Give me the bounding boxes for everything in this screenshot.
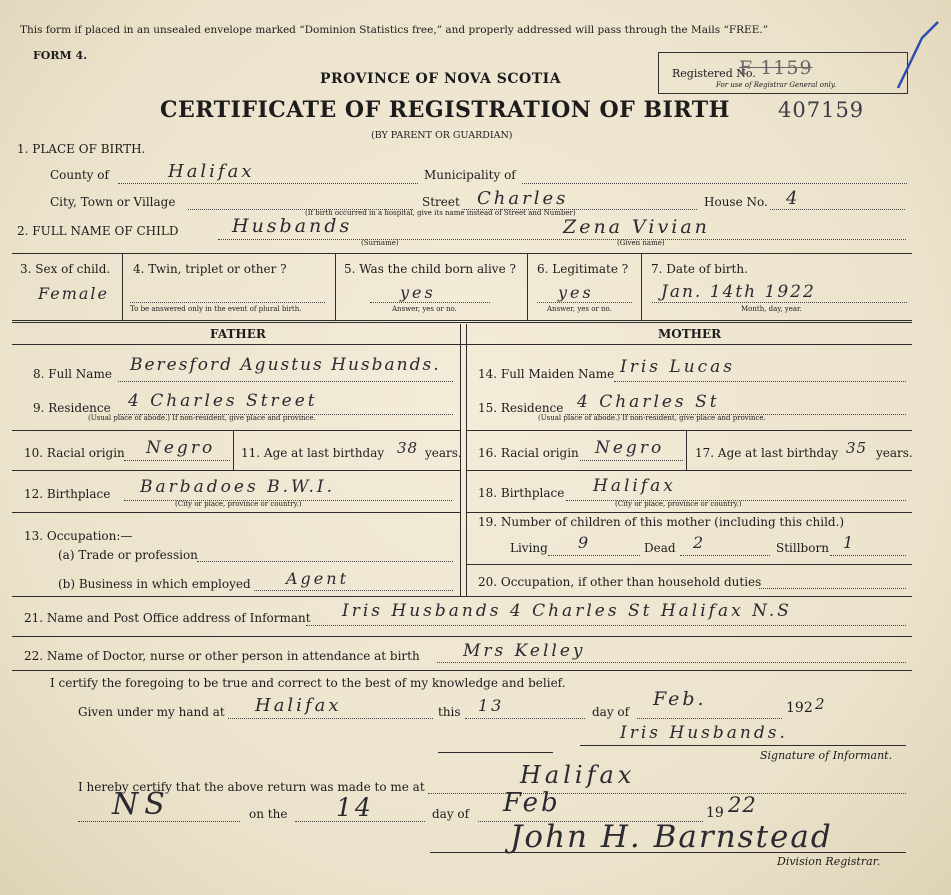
given-name-note: (Given name) — [617, 239, 665, 247]
mother-years-label: years. — [876, 446, 913, 460]
child-name-label: 2. FULL NAME OF CHILD — [17, 224, 179, 238]
stillborn-value: 1 — [843, 533, 857, 552]
father-residence-value: 4 Charles Street — [128, 391, 318, 411]
mother-birthplace-label: 18. Birthplace — [478, 486, 565, 500]
mother-birthplace-value: Halifax — [593, 476, 676, 496]
mother-racial-value: Negro — [595, 438, 665, 458]
cert-day-of-label: day of — [592, 705, 630, 719]
cert-year-prefix: 192 — [786, 700, 813, 716]
street-label: Street — [422, 195, 460, 209]
father-name-value: Beresford Agustus Husbands. — [130, 355, 441, 375]
registrar-statement: I hereby certify that the above return was made to me at — [78, 780, 425, 794]
twin-label: 4. Twin, triplet or other ? — [133, 262, 287, 276]
informant-caption: Signature of Informant. — [760, 749, 893, 762]
mother-occupation-label: 20. Occupation, if other than household duties — [478, 575, 762, 589]
father-birthplace-note: (City or place, province or country.) — [175, 500, 302, 508]
house-no-value: 4 — [786, 188, 801, 209]
county-value: Halifax — [168, 161, 255, 182]
registrar-year-prefix: 19 — [706, 805, 724, 821]
mother-residence-note: (Usual place of abode.) If non-resident, give place and province. — [538, 414, 766, 422]
sex-value: Female — [38, 284, 109, 303]
street-value: Charles — [477, 188, 569, 209]
business-value: Agent — [286, 569, 349, 588]
mother-name-label: 14. Full Maiden Name — [478, 367, 615, 381]
father-residence-note: (Usual place of abode.) If non-resident, give place and province. — [88, 414, 316, 422]
child-surname: Husbands — [232, 215, 353, 237]
page-subtitle: (BY PARENT OR GUARDIAN) — [371, 130, 513, 141]
sex-label: 3. Sex of child. — [20, 262, 111, 276]
business-label: (b) Business in which employed — [58, 577, 251, 591]
page-title: CERTIFICATE OF REGISTRATION OF BIRTH — [160, 97, 730, 123]
father-occupation-label: 13. Occupation:— — [24, 529, 133, 543]
registrar-province-value: NS — [112, 787, 171, 822]
living-value: 9 — [578, 533, 592, 552]
registrar-day-of-label: day of — [432, 807, 470, 821]
registrar-signature: John H. Barnstead — [510, 819, 833, 855]
mail-notice: This form if placed in an unsealed envelope marked “Dominion Statistics free,” and properly addressed will pass through the Mails “FREE.” — [20, 24, 769, 36]
place-of-birth-heading: 1. PLACE OF BIRTH. — [17, 142, 146, 156]
father-years-label: years. — [425, 446, 462, 460]
given-under-label: Given under my hand at — [78, 705, 225, 719]
county-label: County of — [50, 168, 109, 182]
certify-statement: I certify the foregoing to be true and correct to the best of my knowledge and belief. — [50, 676, 566, 690]
children-count-label: 19. Number of children of this mother (including this child.) — [478, 515, 845, 529]
alive-value: yes — [400, 283, 436, 302]
cert-month-value: Feb. — [653, 688, 707, 710]
house-no-label: House No. — [704, 195, 768, 209]
father-name-label: 8. Full Name — [33, 367, 112, 381]
mother-residence-label: 15. Residence — [478, 401, 564, 415]
father-age-label: 11. Age at last birthday — [241, 446, 385, 460]
mother-header: MOTHER — [658, 327, 722, 341]
mother-residence-value: 4 Charles St — [577, 392, 720, 412]
father-birthplace-label: 12. Birthplace — [24, 487, 111, 501]
stillborn-label: Stillborn — [776, 541, 829, 555]
hospital-note: (If birth occurred in a hospital, give its name instead of Street and Number) — [305, 209, 576, 217]
registrar-day-value: 14 — [336, 793, 374, 822]
registrar-caption: Division Registrar. — [777, 855, 881, 868]
date-of-birth-value: Jan. 14th 1922 — [661, 282, 816, 302]
legitimate-note: Answer, yes or no. — [547, 305, 612, 313]
child-given-name: Zena Vivian — [563, 216, 710, 238]
dead-value: 2 — [693, 533, 707, 552]
living-label: Living — [510, 541, 548, 555]
registrar-on-label: on the — [249, 807, 288, 821]
father-header: FATHER — [210, 327, 266, 341]
registrar-place-value: Halifax — [520, 761, 636, 789]
father-residence-label: 9. Residence — [33, 401, 111, 415]
alive-note: Answer, yes or no. — [392, 305, 457, 313]
legitimate-value: yes — [558, 283, 594, 302]
date-of-birth-label: 7. Date of birth. — [651, 262, 748, 276]
mother-birthplace-note: (City or place, province or country.) — [615, 500, 742, 508]
informant-label: 21. Name and Post Office address of Informant — [24, 611, 311, 625]
attendant-label: 22. Name of Doctor, nurse or other person in attendance at birth — [24, 649, 420, 663]
registered-no-label: Registered No. — [672, 67, 756, 80]
mother-racial-label: 16. Racial origin — [478, 446, 579, 460]
attendant-value: Mrs Kelley — [463, 641, 586, 661]
city-label: City, Town or Village — [50, 195, 176, 209]
this-label: this — [438, 705, 461, 719]
province-heading: PROVINCE OF NOVA SCOTIA — [320, 71, 562, 87]
dead-label: Dead — [644, 541, 676, 555]
registrar-month-value: Feb — [503, 788, 561, 818]
father-birthplace-value: Barbadoes B.W.I. — [140, 477, 335, 497]
registered-no-value: F 1159 — [739, 57, 813, 79]
date-of-birth-note: Month, day, year. — [741, 305, 802, 313]
informant-signature: Iris Husbands. — [620, 723, 788, 743]
twin-note: To be answered only in the event of plural birth. — [130, 305, 302, 313]
legitimate-label: 6. Legitimate ? — [537, 262, 629, 276]
father-racial-value: Negro — [146, 438, 216, 458]
cert-day-value: 13 — [478, 696, 505, 715]
registrar-year-value: 22 — [728, 793, 757, 817]
form-number: FORM 4. — [33, 49, 88, 62]
registrar-general-note: For use of Registrar General only. — [716, 81, 836, 89]
father-age-value: 38 — [397, 439, 419, 457]
municipality-label: Municipality of — [424, 168, 516, 182]
alive-label: 5. Was the child born alive ? — [344, 262, 516, 276]
mother-age-value: 35 — [846, 439, 868, 457]
informant-value: Iris Husbands 4 Charles St Halifax N.S — [342, 601, 792, 621]
mother-name-value: Iris Lucas — [620, 357, 736, 377]
mother-age-label: 17. Age at last birthday — [695, 446, 839, 460]
father-racial-label: 10. Racial origin — [24, 446, 125, 460]
given-place-value: Halifax — [255, 695, 342, 716]
surname-note: (Surname) — [361, 239, 399, 247]
trade-label: (a) Trade or profession — [58, 548, 198, 562]
stamped-number: 407159 — [778, 98, 865, 122]
cert-year-value: 2 — [815, 695, 825, 713]
